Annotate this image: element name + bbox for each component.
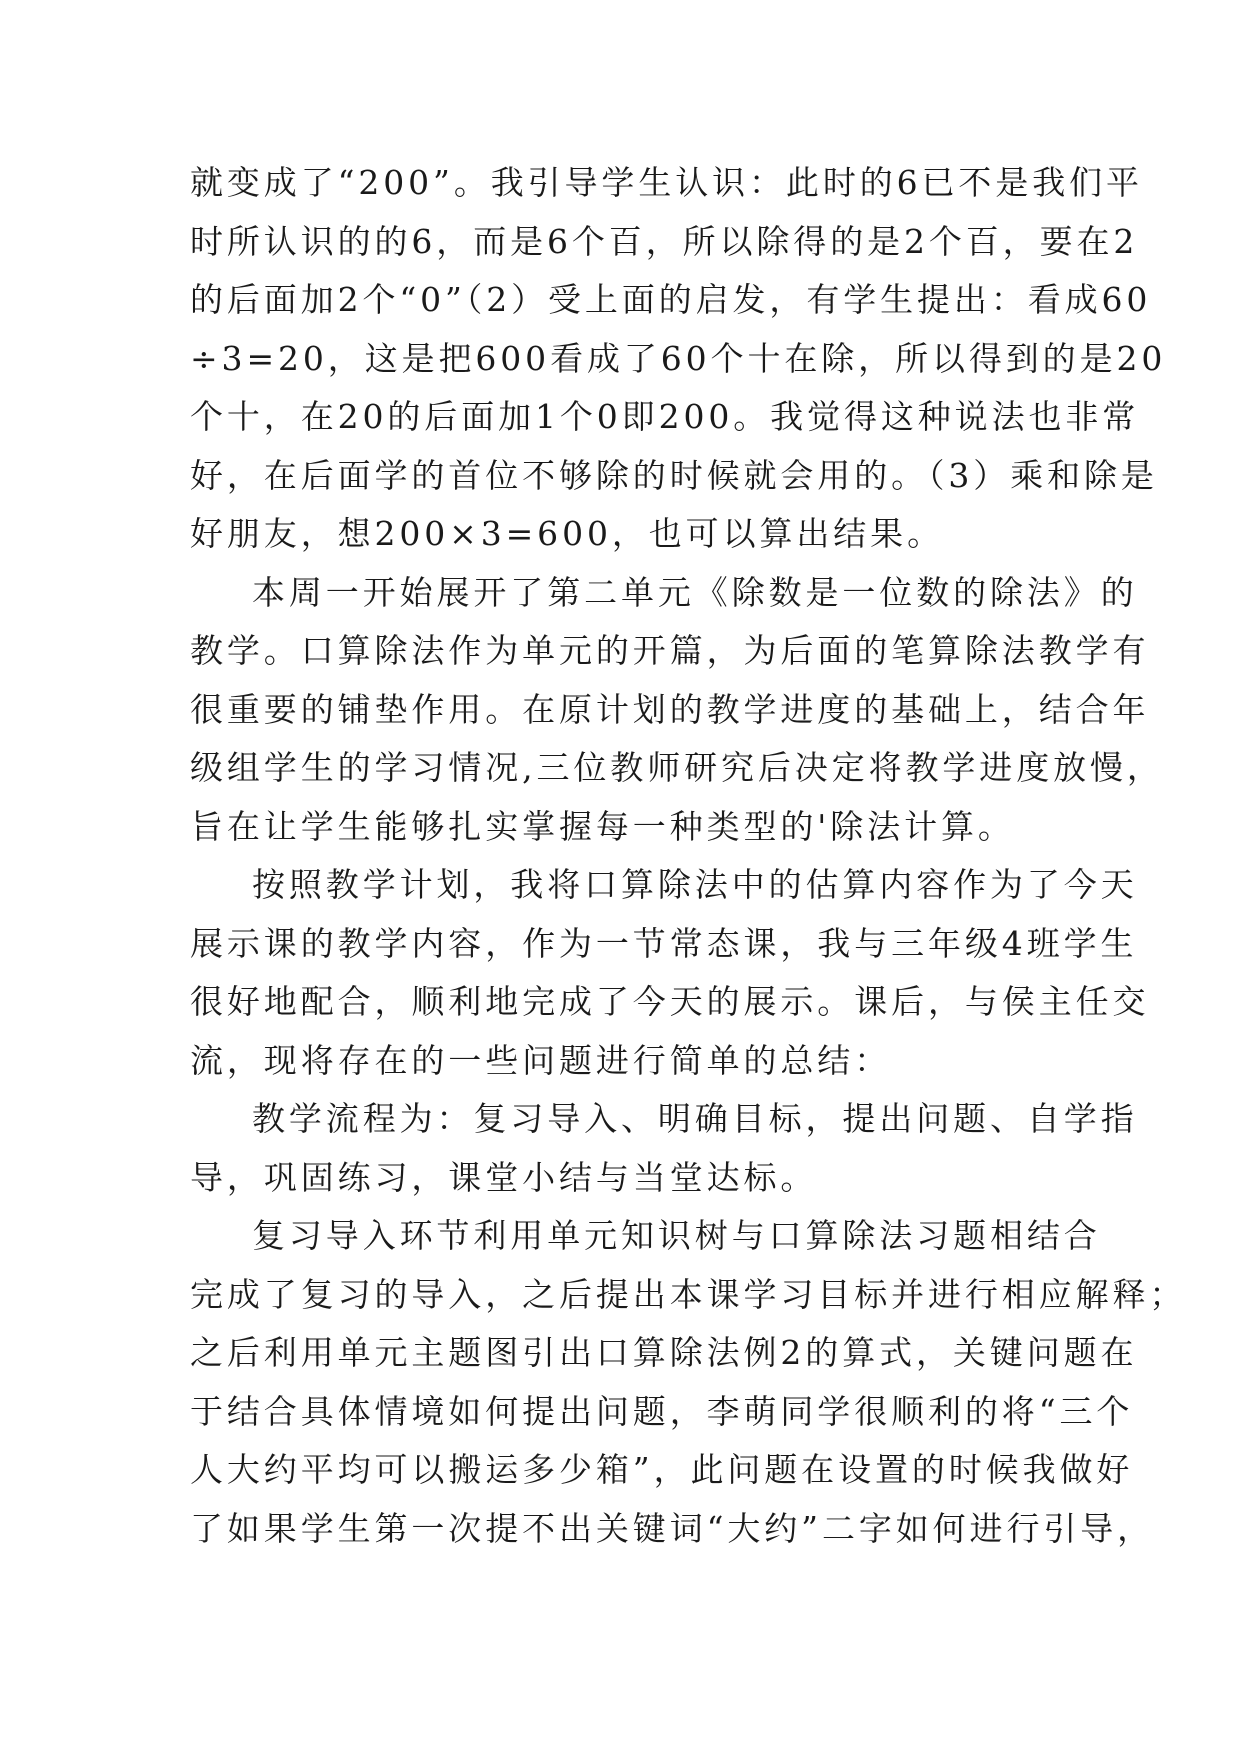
paragraph-first-line: 复习导入环节利用单元知识树与口算除法习题相结合 [252,1216,1101,1255]
text-line: 人大约平均可以搬运多少箱”，此问题在设置的时候我做好 [190,1450,1134,1489]
text-line: 流，现将存在的一些问题进行简单的总结： [190,1040,892,1080]
text-line: 的后面加2个“0”（2）受上面的启发，有学生提出：看成60 [190,280,1152,319]
text-line: 导，巩固练习，课堂小结与当堂达标。 [190,1157,818,1197]
text-line: 很好地配合，顺利地完成了今天的展示。课后，与侯主任交 [190,982,1150,1021]
text-line: 时所认识的的6，而是6个百，所以除得的是2个百，要在2 [190,221,1139,261]
text-line: 就变成了“200”。我引导学生认识：此时的6已不是我们平 [190,163,1143,202]
text-line: 于结合具体情境如何提出问题，李萌同学很顺利的将“三个 [190,1391,1134,1431]
text-line: 完成了复习的导入，之后提出本课学习目标并进行相应解释； [190,1274,1187,1314]
paragraph-first-line: 教学流程为：复习导入、明确目标，提出问题、自学指 [252,1099,1138,1138]
body-text [190,154,1187,1558]
text-line: 很重要的铺垫作用。在原计划的教学进度的基础上，结合年 [190,689,1150,729]
text-line: 了如果学生第一次提不出关键词“大约”二字如何进行引导， [190,1508,1155,1548]
text-line: 级组学生的学习情况,三位教师研究后决定将教学进度放慢， [190,748,1164,787]
text-line: 旨在让学生能够扎实掌握每一种类型的'除法计算。 [190,806,1015,846]
text-line: 展示课的教学内容，作为一节常态课，我与三年级4班学生 [190,923,1138,963]
text-line: ÷3=20，这是把600看成了60个十在除，所以得到的是20 [190,338,1167,378]
paragraph-first-line: 按照教学计划，我将口算除法中的估算内容作为了今天 [252,865,1138,904]
text-line: 好朋友，想200×3=600，也可以算出结果。 [190,514,944,553]
text-line: 个十，在20的后面加1个0即200。我觉得这种说法也非常 [190,397,1140,436]
text-line: 之后利用单元主题图引出口算除法例2的算式，关键问题在 [190,1333,1138,1372]
paragraph-first-line: 本周一开始展开了第二单元《除数是一位数的除法》的 [252,572,1138,612]
text-line: 好，在后面学的首位不够除的时候就会用的。（3）乘和除是 [190,455,1158,495]
text-line: 教学。口算除法作为单元的开篇，为后面的笔算除法教学有 [190,631,1150,670]
